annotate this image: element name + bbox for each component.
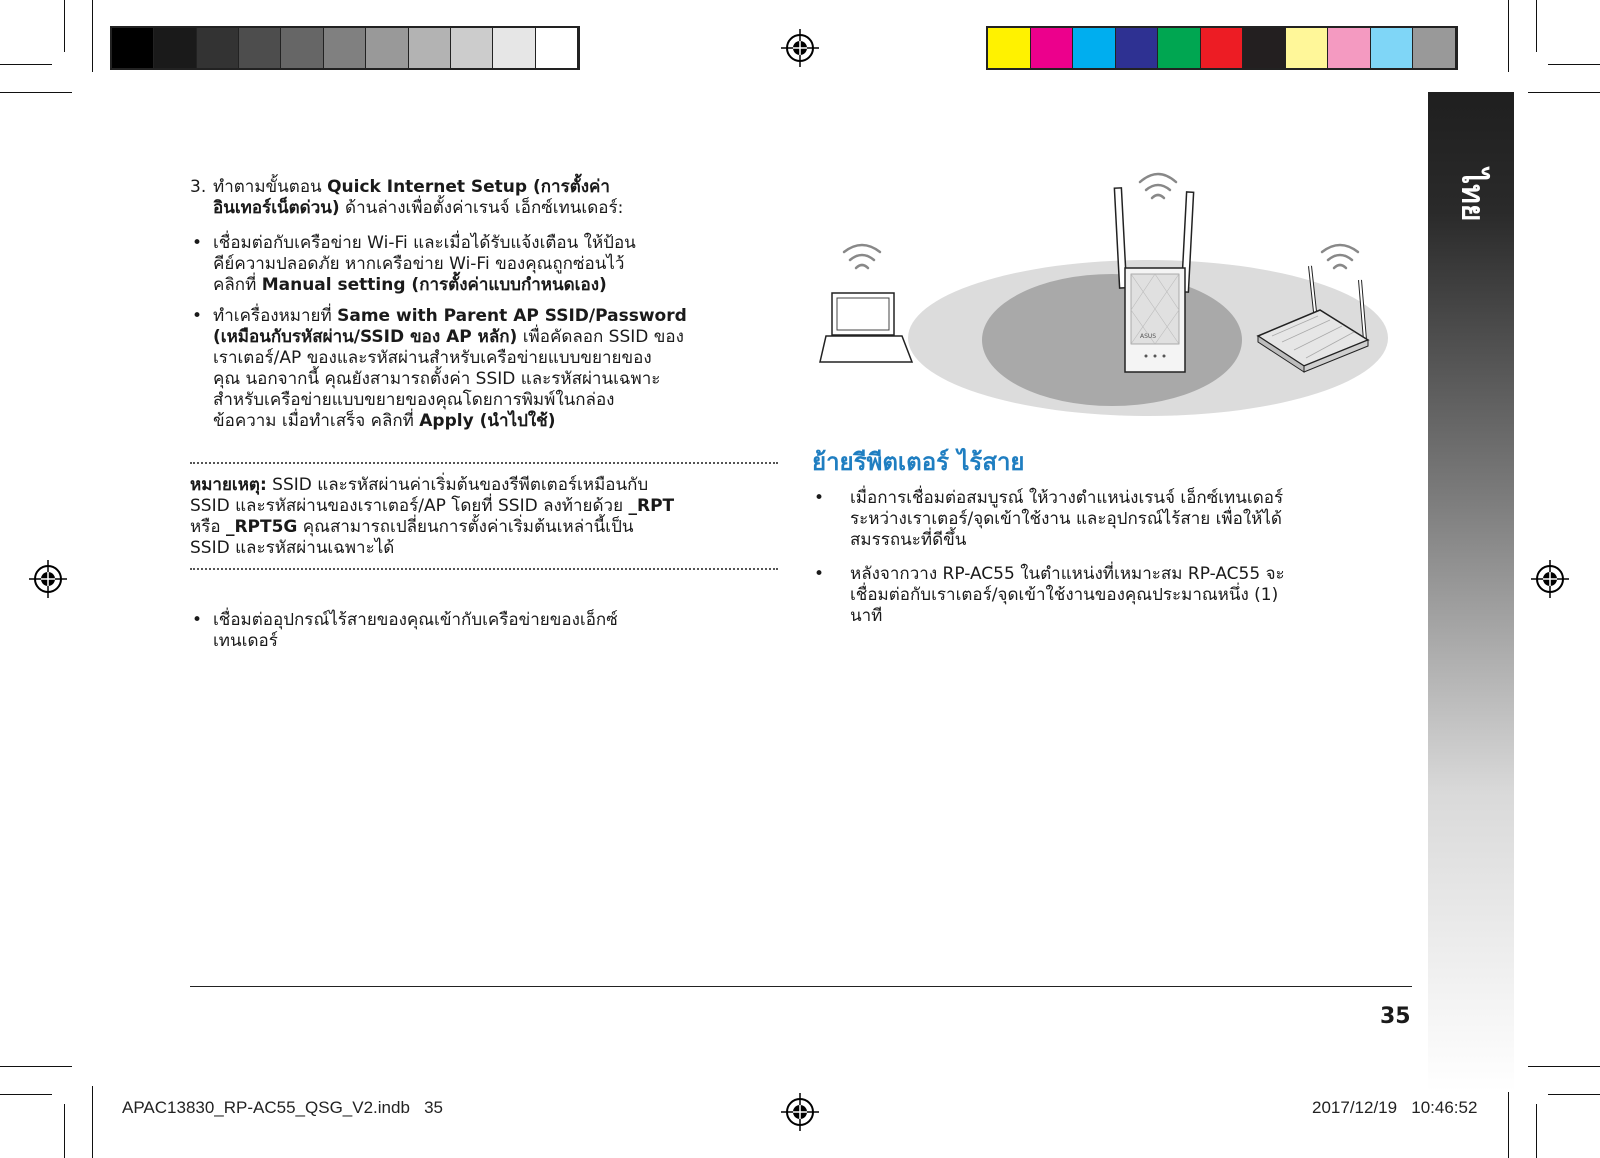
- color-swatch: [493, 28, 535, 68]
- bullet-dot: •: [192, 233, 203, 253]
- section-heading: ย้ายรีพีตเตอร์ ไร้สาย: [812, 448, 1025, 476]
- wifi-signal-icon: [1322, 245, 1358, 268]
- note-divider-bottom: [190, 568, 778, 570]
- bullet-dot: •: [192, 306, 203, 326]
- color-swatch: [1413, 28, 1456, 68]
- crop-mark: [0, 1094, 52, 1095]
- bullet-line: [213, 411, 555, 432]
- crop-mark: [92, 1086, 93, 1158]
- process-color-bar: [986, 26, 1458, 70]
- bullet-line: สำหรับเครือข่ายแบบขยายของคุณโดยการพิมพ์ในกล่อง: [213, 390, 615, 410]
- color-swatch: [1158, 28, 1201, 68]
- laptop-icon: [820, 293, 912, 362]
- note-text: คุณสามารถเปลี่ยนการตั้งค่าเริ่มต้นเหล่านี้เป็น: [297, 517, 634, 537]
- language-tab-label: ไทย: [1454, 168, 1490, 222]
- bullet-line: เมื่อการเชื่อมต่อสมบูรณ์ ให้วางตำแหน่งเรนจ์ เอ็กซ์เทนเดอร์: [850, 488, 1284, 508]
- crop-mark: [1528, 92, 1600, 93]
- bullet-text: ข้อความ เมื่อทำเสร็จ คลิกที่: [213, 411, 420, 431]
- bullet-line: [213, 275, 607, 296]
- color-swatch: [366, 28, 408, 68]
- crop-mark: [1528, 1066, 1600, 1067]
- bullet-text: ทำเครื่องหมายที่: [213, 306, 338, 326]
- bullet-line: เชื่อมต่อกับเครือข่าย Wi-Fi และเมื่อได้รับแจ้งเตือน ให้ป้อน: [213, 233, 636, 253]
- crop-mark: [1536, 1104, 1537, 1158]
- crop-mark: [92, 0, 93, 72]
- crop-mark: [1508, 1086, 1509, 1158]
- note-line: [190, 475, 648, 496]
- bullet-text: คลิกที่: [213, 275, 262, 295]
- step-3-bold: Quick Internet Setup (การตั้งค่า: [327, 177, 610, 197]
- color-swatch: [1201, 28, 1244, 68]
- color-swatch: [536, 28, 578, 68]
- rpt5g-suffix: _RPT5G: [225, 517, 298, 537]
- note-text: หรือ: [190, 517, 226, 537]
- note-line: SSID และรหัสผ่านเฉพาะได้: [190, 538, 395, 558]
- crop-mark: [0, 64, 52, 65]
- color-swatch: [112, 28, 154, 68]
- bullet-line: เทนเดอร์: [213, 631, 278, 651]
- bullet-line: สมรรถนะที่ดีขึ้น: [850, 530, 967, 550]
- step-3-line-1: [213, 177, 773, 198]
- crop-mark: [1548, 64, 1600, 65]
- print-file-name: APAC13830_RP-AC55_QSG_V2.indb 35: [122, 1098, 443, 1117]
- wifi-signal-icon: [844, 245, 880, 268]
- registration-mark-icon: [781, 1093, 819, 1131]
- bullet-line: คุณ นอกจากนี้ คุณยังสามารถตั้งค่า SSID และรหัสผ่านเฉพาะ: [213, 369, 661, 389]
- bullet-line: ระหว่างเราเตอร์/จุดเข้าใช้งาน และอุปกรณ์ไร้สาย เพื่อให้ได้: [850, 509, 1282, 529]
- step-3-text: ด้านล่างเพื่อตั้งค่าเรนจ์ เอ็กซ์เทนเดอร์:: [339, 198, 624, 218]
- registration-mark-icon: [781, 29, 819, 67]
- note-line: [190, 496, 674, 517]
- color-swatch: [154, 28, 196, 68]
- note-text: SSID และรหัสผ่านค่าเริ่มต้นของรีพีตเตอร์เหมือนกับ: [266, 475, 649, 495]
- registration-mark-icon: [29, 560, 67, 598]
- step-3-bold: อินเทอร์เน็ตด่วน): [213, 198, 340, 218]
- crop-mark: [1508, 0, 1509, 72]
- note-divider-top: [190, 462, 778, 464]
- page-number: 35: [1380, 1004, 1411, 1029]
- color-swatch: [1031, 28, 1074, 68]
- step-3-text: ทำตามขั้นตอน: [213, 177, 328, 197]
- color-swatch: [988, 28, 1031, 68]
- range-extender-icon: [1114, 188, 1193, 372]
- color-swatch: [1286, 28, 1329, 68]
- bullet-dot: •: [814, 488, 825, 508]
- color-swatch: [239, 28, 281, 68]
- same-with-parent-label: Same with Parent AP SSID/Password: [337, 306, 687, 326]
- color-swatch: [197, 28, 239, 68]
- crop-mark: [64, 0, 65, 52]
- note-line: [190, 517, 634, 538]
- wifi-signal-icon: [1140, 174, 1176, 198]
- registration-mark-icon: [1531, 560, 1569, 598]
- language-side-tab: [1428, 92, 1514, 1092]
- color-swatch: [451, 28, 493, 68]
- grayscale-color-bar: [110, 26, 580, 70]
- color-swatch: [324, 28, 366, 68]
- bullet-line: หลังจากวาง RP-AC55 ในตำแหน่งที่เหมาะสม RP-AC55 จะ: [850, 564, 1285, 584]
- manual-setting-label: Manual setting (การตั้งค่าแบบกำหนดเอง): [261, 275, 607, 295]
- step-number: 3.: [190, 177, 207, 197]
- bullet-dot: •: [814, 564, 825, 584]
- note-label: หมายเหตุ:: [190, 475, 267, 495]
- rpt-suffix: _RPT: [628, 496, 675, 516]
- color-swatch: [409, 28, 451, 68]
- color-swatch: [1243, 28, 1286, 68]
- footer-rule: [190, 986, 1412, 987]
- color-swatch: [1328, 28, 1371, 68]
- bullet-text: เพื่อคัดลอก SSID ของ: [517, 327, 684, 347]
- color-swatch: [1116, 28, 1159, 68]
- bullet-line: คีย์ความปลอดภัย หากเครือข่าย Wi-Fi ของคุณถูกซ่อนไว้: [213, 254, 625, 274]
- crop-mark: [0, 1066, 72, 1067]
- bullet-line: เราเตอร์/AP ของและรหัสผ่านสำหรับเครือข่ายแบบขยายของ: [213, 348, 652, 368]
- note-text: SSID และรหัสผ่านของเราเตอร์/AP โดยที่ SSID ลงท้ายด้วย: [190, 496, 629, 516]
- crop-mark: [0, 92, 72, 93]
- bullet-line: [213, 306, 687, 327]
- bullet-line: [213, 327, 684, 348]
- bullet-line: นาที: [850, 606, 883, 626]
- color-swatch: [1371, 28, 1414, 68]
- crop-mark: [1536, 0, 1537, 52]
- print-timestamp: 2017/12/19 10:46:52: [1312, 1098, 1478, 1117]
- extender-brand: ASUS: [1140, 333, 1157, 340]
- bullet-line: เชื่อมต่ออุปกรณ์ไร้สายของคุณเข้ากับเครือข่ายของเอ็กซ์: [213, 610, 618, 630]
- crop-mark: [1548, 1094, 1600, 1095]
- color-swatch: [1073, 28, 1116, 68]
- same-with-parent-thai-label: (เหมือนกับรหัสผ่าน/SSID ของ AP หลัก): [213, 327, 518, 347]
- apply-label: Apply (นำไปใช้): [419, 411, 556, 431]
- bullet-line: เชื่อมต่อกับเราเตอร์/จุดเข้าใช้งานของคุณประมาณหนึ่ง (1): [850, 585, 1279, 605]
- placement-illustration: [812, 160, 1392, 420]
- step-3-line-2: [213, 198, 773, 219]
- crop-mark: [64, 1104, 65, 1158]
- bullet-dot: •: [192, 610, 203, 630]
- color-swatch: [281, 28, 323, 68]
